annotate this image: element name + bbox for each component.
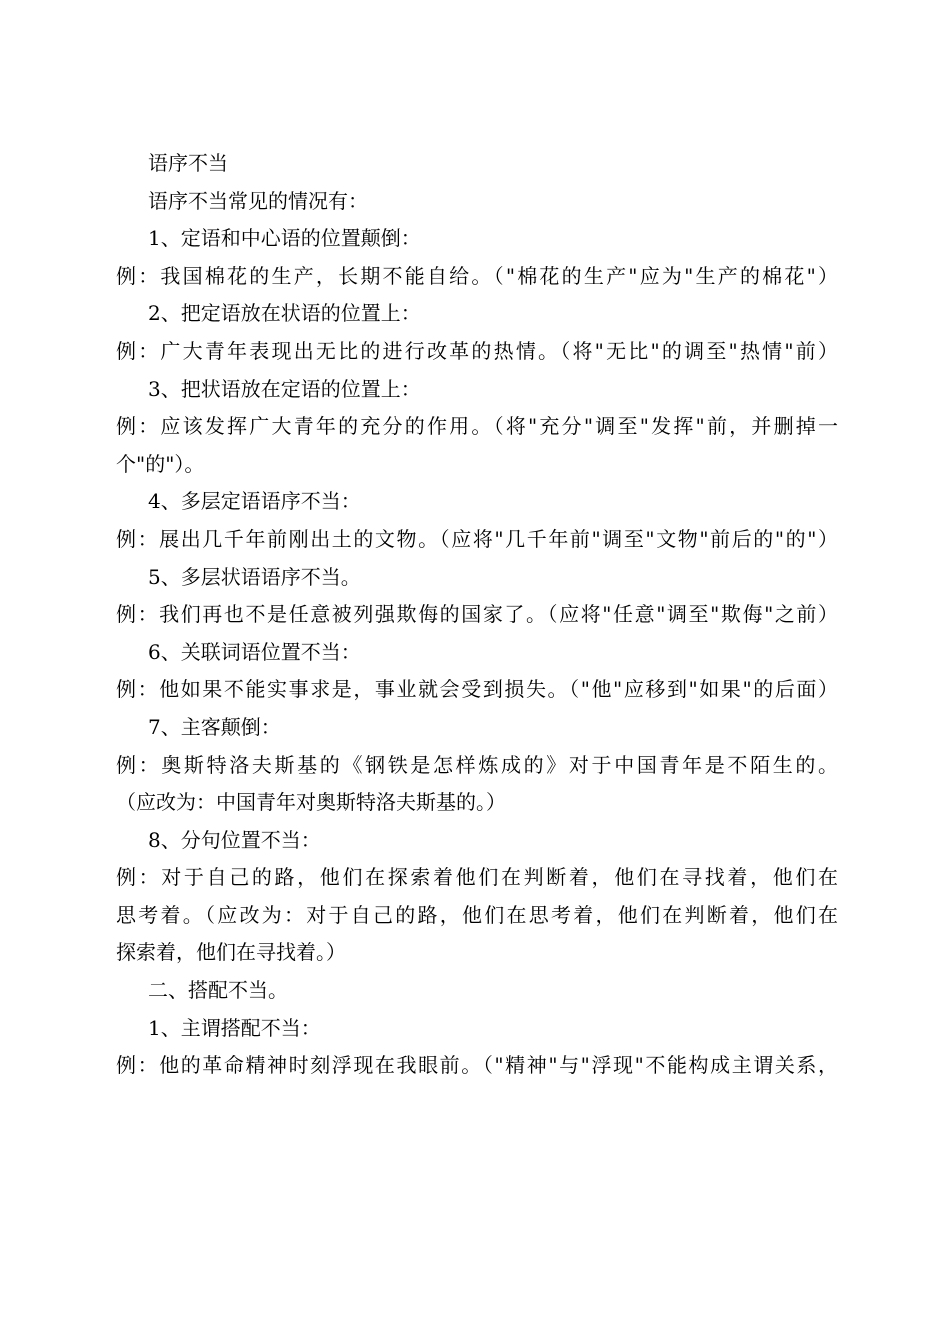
item-heading-8: 8、分句位置不当： (148, 827, 321, 852)
example-line-8b: 思考着。（应改为：对于自己的路，他们在思考着，他们在判断着，他们在 (116, 902, 838, 927)
example-line-4: 例：展出几千年前刚出土的文物。（应将"几千年前"调至"文物"前后的"的"） (116, 526, 838, 551)
section-heading-2: 二、搭配不当。 (148, 978, 288, 1003)
item-heading-5: 5、多层状语语序不当。 (148, 564, 361, 589)
item-heading-7: 7、主客颠倒： (148, 714, 281, 739)
example-line-3a: 例：应该发挥广大青年的充分的作用。（将"充分"调至"发挥"前，并删掉一 (116, 414, 838, 439)
intro-line: 语序不当常见的情况有： (148, 188, 368, 213)
example-line-6: 例：他如果不能实事求是，事业就会受到损失。（"他"应移到"如果"的后面） (116, 677, 838, 702)
example-line-7b: （应改为：中国青年对奥斯特洛夫斯基的。） (116, 790, 506, 815)
document-body (116, 145, 838, 1085)
item-heading-4: 4、多层定语语序不当： (148, 489, 361, 514)
example-line-7a: 例：奥斯特洛夫斯基的《钢铁是怎样炼成的》对于中国青年是不陌生的。 (116, 752, 838, 777)
item-heading-2: 2、把定语放在状语的位置上： (148, 301, 421, 326)
example-line-2-1: 例：他的革命精神时刻浮现在我眼前。（"精神"与"浮现"不能构成主谓关系， (116, 1053, 838, 1078)
example-line-1: 例：我国棉花的生产，长期不能自给。（"棉花的生产"应为"生产的棉花"） (116, 263, 838, 288)
item-heading-3: 3、把状语放在定语的位置上： (148, 376, 421, 401)
example-line-2: 例：广大青年表现出无比的进行改革的热情。（将"无比"的调至"热情"前） (116, 338, 838, 363)
example-line-5: 例：我们再也不是任意被列强欺侮的国家了。（应将"任意"调至"欺侮"之前） (116, 602, 838, 627)
item-heading-6: 6、关联词语位置不当： (148, 639, 361, 664)
example-line-3b: 个"的"）。 (116, 451, 205, 476)
example-line-8a: 例：对于自己的路，他们在探索着他们在判断着，他们在寻找着，他们在 (116, 865, 838, 890)
item-heading-2-1: 1、主谓搭配不当： (148, 1015, 321, 1040)
example-line-8c: 探索着，他们在寻找着。） (116, 940, 346, 965)
item-heading-1: 1、定语和中心语的位置颠倒： (148, 226, 421, 251)
section-title: 语序不当 (148, 151, 228, 175)
